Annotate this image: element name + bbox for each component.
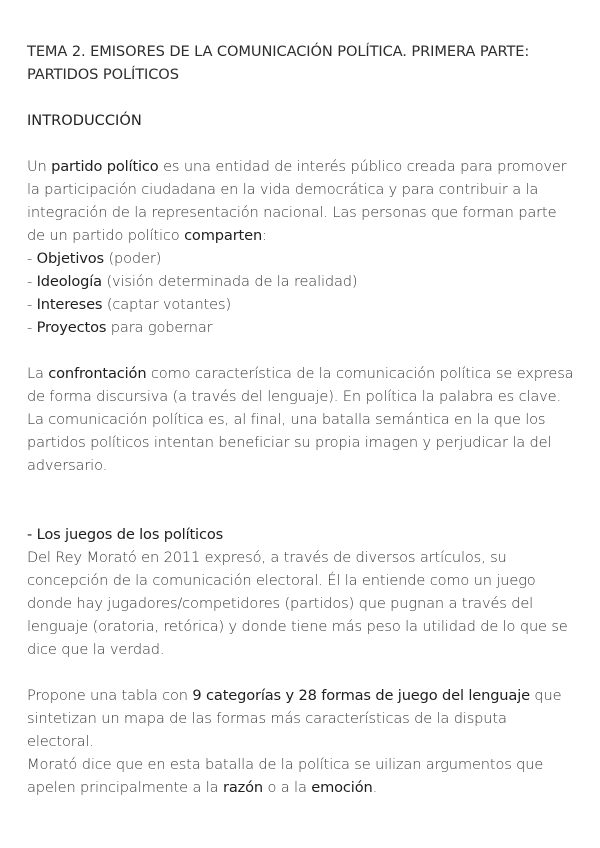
text-run: Morató dice que en esta batalla de la política se uilizan argumentos que apelen principalmente a la [27, 756, 544, 796]
bold-term: Proyectos [36, 319, 107, 336]
list-item [27, 270, 574, 293]
bold-term-confrontacion: confrontación [48, 365, 147, 382]
text-run: para gobernar [106, 319, 213, 336]
paragraph-tabla [27, 684, 574, 753]
list-dash: - [27, 273, 37, 290]
document-title: TEMA 2. EMISORES DE LA COMUNICACIÓN POLÍTICA. PRIMERA PARTE: PARTIDOS POLÍTICOS [27, 43, 530, 83]
paragraph-del-rey-morato: Del Rey Morató en 2011 expresó, a través de diversos artículos, su concepción de la comunicación electoral. Él la entiende como un juego donde hay jugadores/competidores (partidos) que pugnan a través del lenguaje (oratoria, retórica) y donde tiene más peso la utilidad de lo que se dice que la verdad. [27, 549, 568, 658]
text-run: La [27, 365, 49, 382]
list-item [27, 293, 574, 316]
list-dash: - [27, 319, 37, 336]
paragraph-confrontacion [27, 362, 574, 477]
text-run: Propone una tabla con [27, 687, 193, 704]
text-run: (captar votantes) [102, 296, 232, 313]
section-heading-juegos: - Los juegos de los políticos [27, 526, 224, 543]
text-run: o a la [263, 779, 312, 796]
text-run: que sintetizan un mapa de las formas más características de la disputa electoral. [27, 687, 562, 750]
list-dash: - [27, 296, 37, 313]
bold-term-razon: razón [222, 779, 264, 796]
bold-term-emocion: emoción [311, 779, 373, 796]
bold-term-partido-politico: partido político [51, 158, 159, 175]
bold-term: Objetivos [36, 250, 104, 267]
paragraph-partido-politico [27, 155, 574, 247]
shared-items-list [27, 247, 574, 339]
text-run: . [372, 779, 378, 796]
intro-heading: INTRODUCCIÓN [27, 112, 142, 129]
text-run: (visión determinada de la realidad) [101, 273, 358, 290]
bold-term-comparten: comparten [184, 227, 263, 244]
bold-term: Intereses [36, 296, 103, 313]
text-run: : [262, 227, 267, 244]
paragraph-razon-emocion [27, 753, 574, 799]
bold-term-categorias: 9 categorías y 28 formas de juego del lenguaje [192, 687, 530, 704]
text-run: Un [27, 158, 52, 175]
list-item [27, 316, 574, 339]
text-run: como característica de la comunicación política se expresa de forma discursiva (a través del lenguaje). En política la palabra es clave. La comunicación política es, al final, una batalla semántica en la que los partidos políticos intentan beneficiar su propia imagen y perjudicar la del adversario. [27, 365, 574, 474]
text-run: es una entidad de interés público creada para promover la participación ciudadana en la vida democrática y para contribuir a la integración de la representación nacional. Las personas que forman parte de un partido político [27, 158, 567, 244]
list-dash: - [27, 250, 37, 267]
list-item [27, 247, 574, 270]
bold-term: Ideología [36, 273, 102, 290]
text-run: (poder) [104, 250, 162, 267]
